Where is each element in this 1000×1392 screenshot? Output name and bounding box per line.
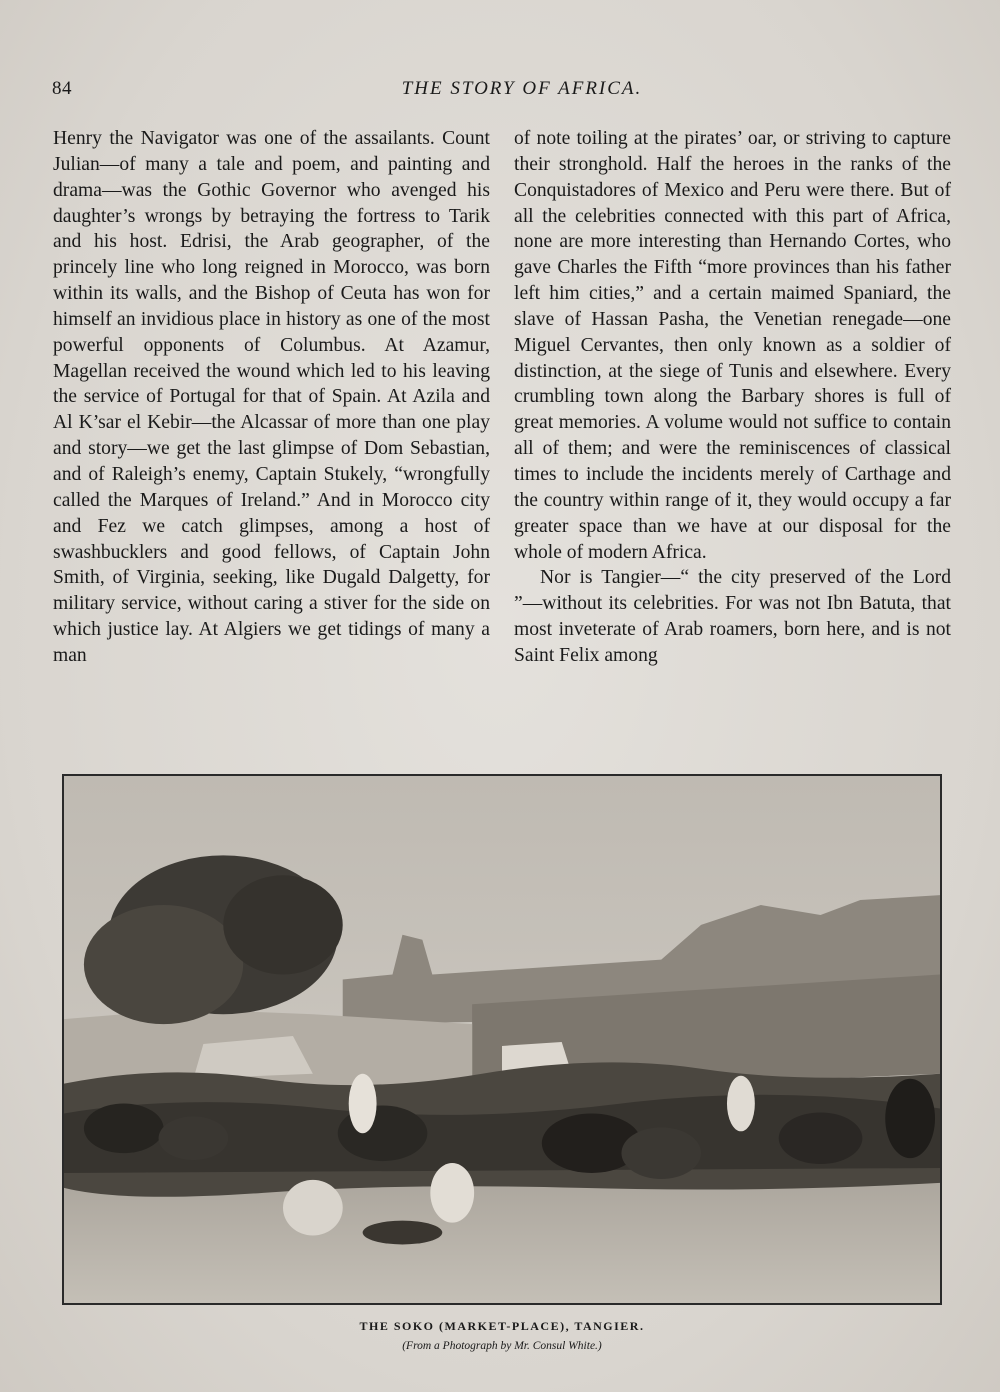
left-column (53, 126, 490, 669)
photograph-illustration (64, 776, 940, 1303)
figure-credit: (From a Photograph by Mr. Consul White.) (402, 1340, 602, 1352)
right-column (514, 126, 951, 669)
running-title: THE STORY OF AFRICA. (401, 78, 643, 99)
page-header (52, 78, 952, 108)
market-place-photograph (62, 774, 942, 1305)
paragraph: Henry the Navigator was one of the assailants. Count Julian—of many a tale and poem, and painting and drama—was the Gothic Governor who avenged his daughter’s wrongs by betraying the fortress to Tarik and his host. Edrisi, the Arab geographer, of the princely line who long reigned in Morocco, was born within its walls, and the Bishop of Ceuta has won for himself an invidious place in history as one of the most powerful opponents of Columbus. At Azamur, Magellan received the wound which led to his leaving the service of Portugal for that of Spain. At Azila and Al K’sar el Kebir—the Alcassar of more than one play and story—we get the last glimpse of Dom Sebastian, and of Raleigh’s enemy, Captain Stukely, “wrongfully called the Marques of Ireland.” And in Morocco city and Fez we catch glimpses, among a host of swashbucklers and good fellows, of Captain John Smith, of Virginia, seeking, like Dugald Dalgetty, for military service, without caring a stiver for the side on which justice lay. At Algiers we get tidings of many a man (53, 128, 490, 666)
paragraph: Nor is Tangier—“ the city preserved of the Lord ”—without its celebrities. For was not Ibn Batuta, that most inveterate of Arab roamers, born here, and is not Saint Felix among (514, 567, 951, 666)
text-columns (53, 126, 951, 746)
paragraph: of note toiling at the pirates’ oar, or striving to capture their stronghold. Half the heroes in the ranks of the Conquistadores of Mexico and Peru were there. But of all the celebrities connected with this part of Africa, none are more interesting than Hernando Cortes, who gave Charles the Fifth “more provinces than his father left him cities,” and a certain maimed Spaniard, the slave of Hassan Pasha, the Venetian renegade—one Miguel Cervantes, then only known as a soldier of distinction, at the siege of Tunis and elsewhere. Every crumbling town along the Barbary shores is full of great memories. A volume would not suffice to contain all of them; and were the reminiscences of classical times to include the incidents merely of Carthage and the country within range of it, they would occupy a far greater space than we have at our disposal for the whole of modern Africa. (514, 128, 951, 563)
page-number: 84 (52, 78, 72, 99)
figure-caption: THE SOKO (MARKET-PLACE), TANGIER. (359, 1319, 645, 1333)
